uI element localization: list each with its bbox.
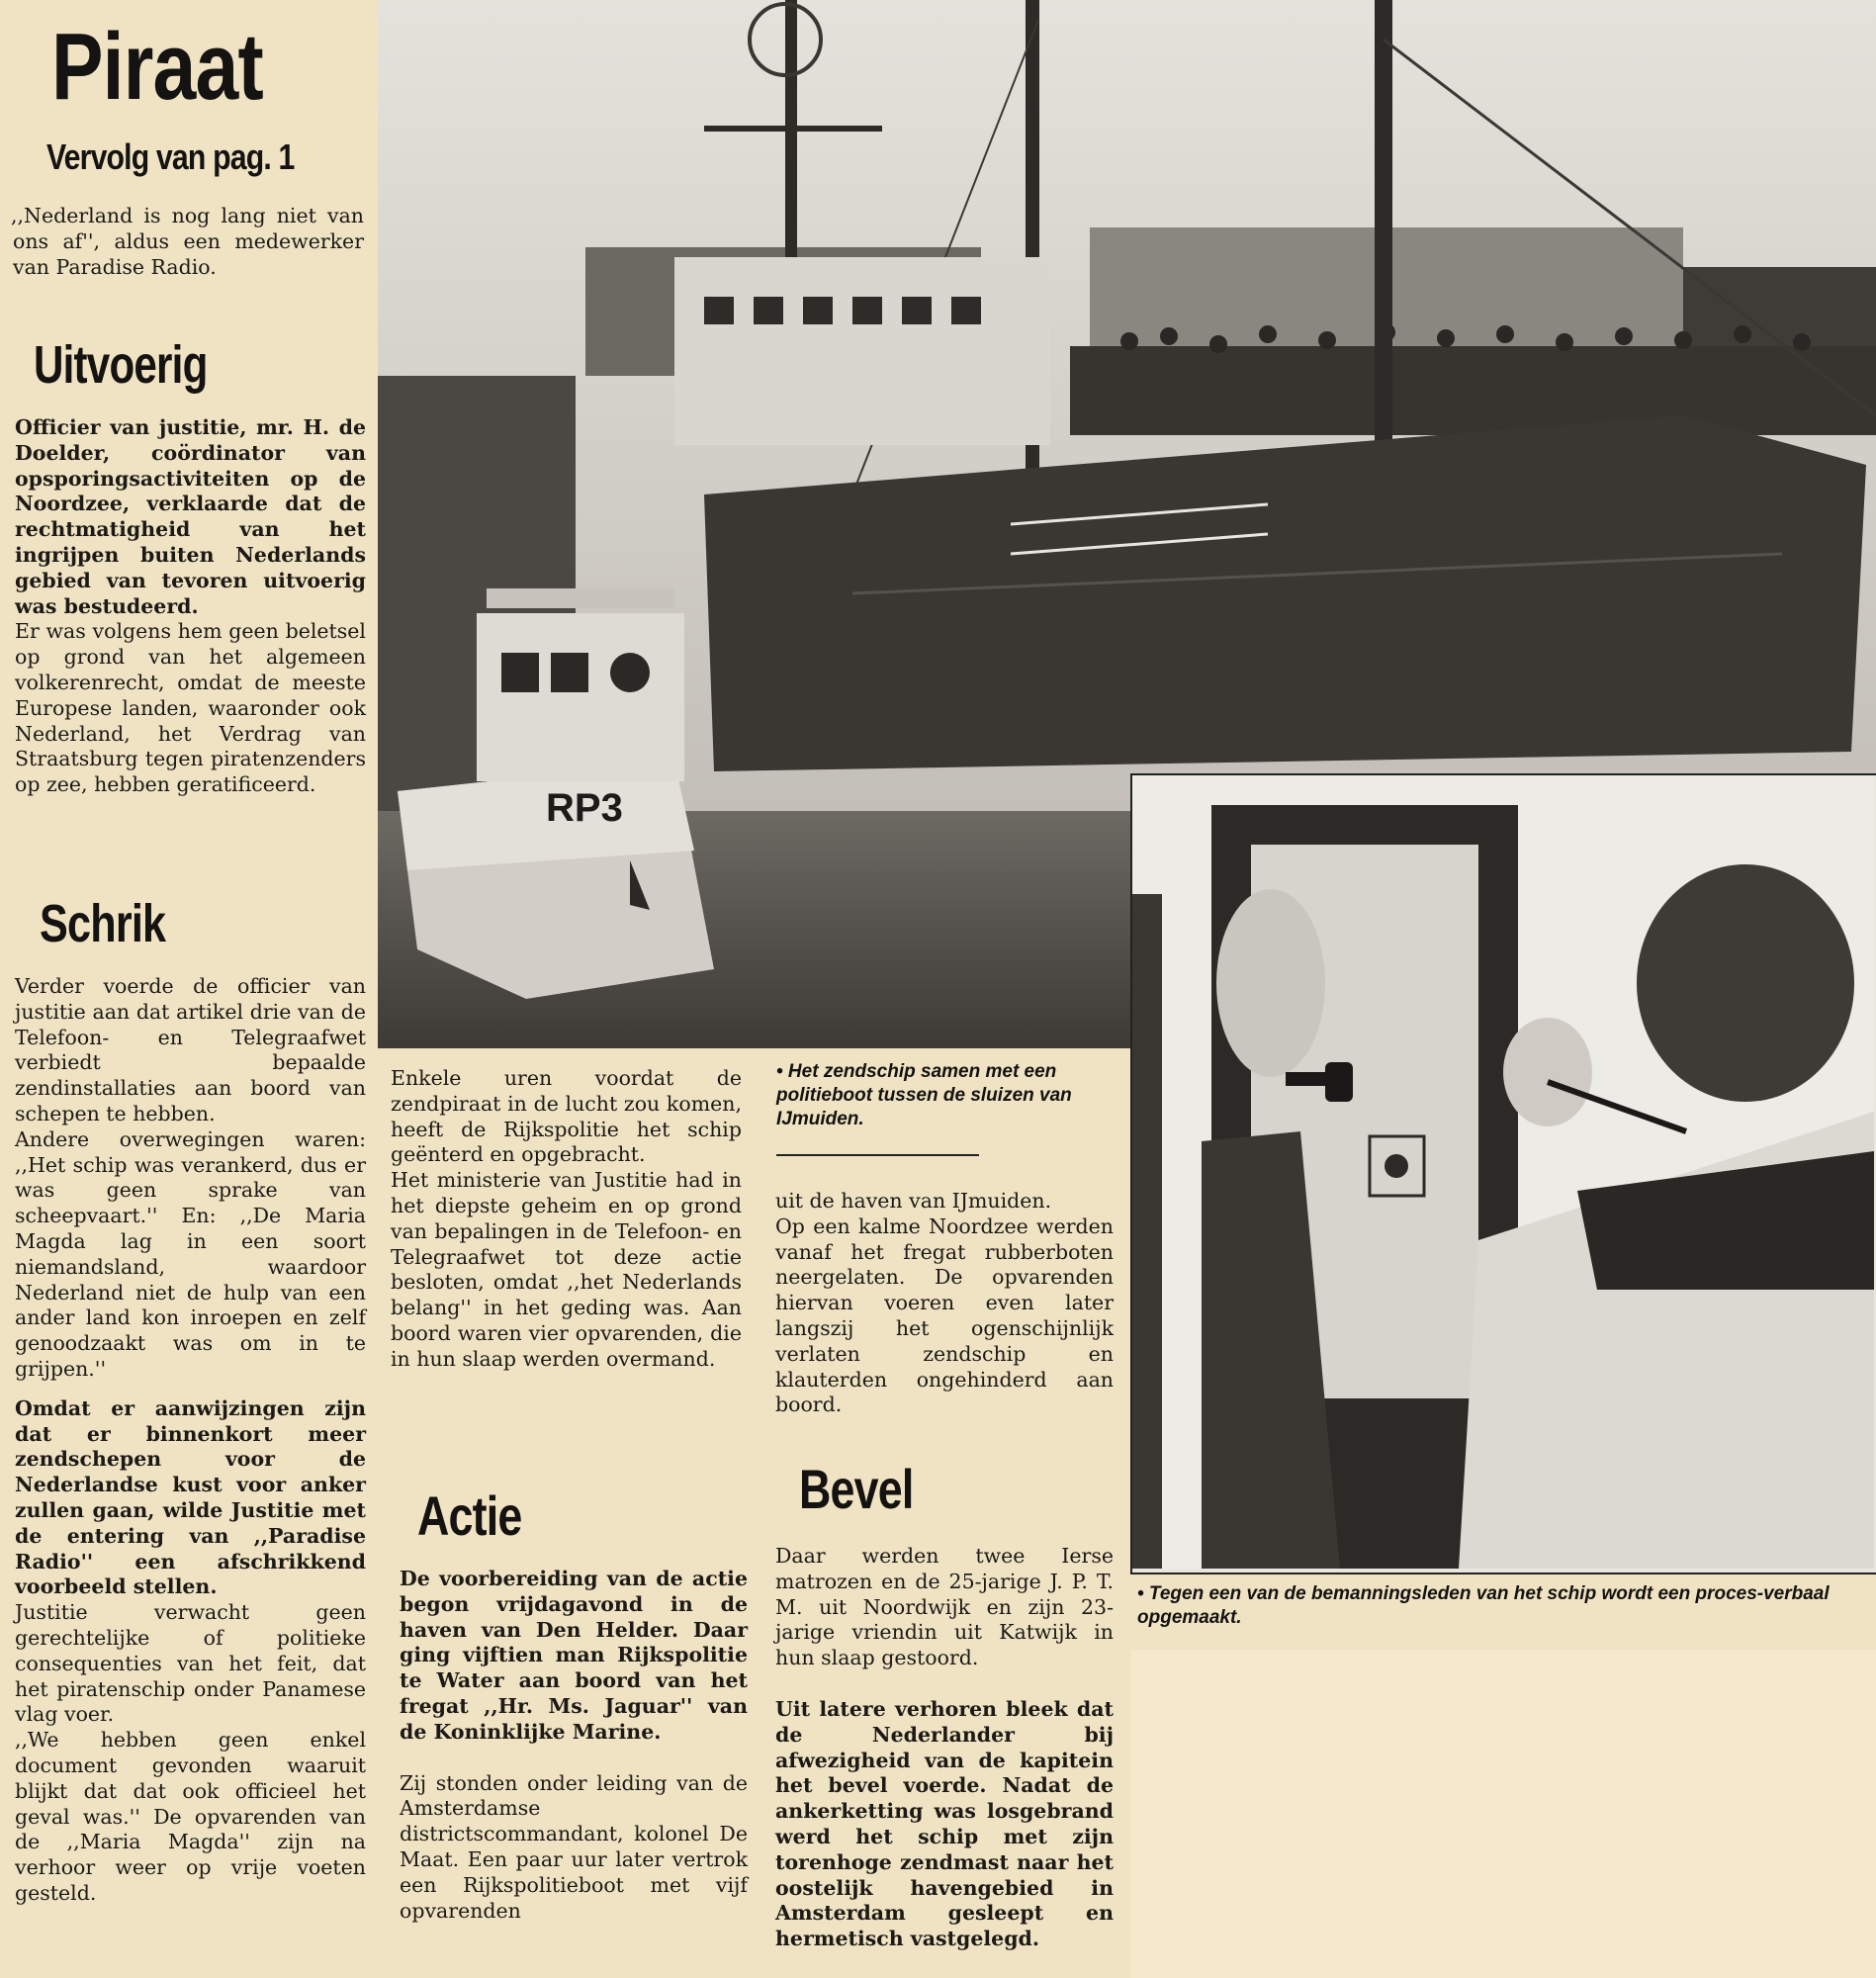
- headline: Piraat: [51, 14, 263, 120]
- actie-paragraph-1: De voorbereiding van de actie begon vrijdagavond in de haven van Den Helder. Daar ging vijftien man Rijkspolitie te Water aan boord van het fregat ,,Hr. Ms. Jaguar'' van de Koninklijke Marine.: [400, 1567, 748, 1744]
- schrik-body: [15, 974, 366, 1907]
- section-heading-bevel: Bevel: [799, 1458, 914, 1520]
- schrik-paragraph-1: Verder voerde de officier van justitie aan dat artikel drie van de Telefoon- en Telegraafwet verbiedt bepaalde zendinstallaties aan boord van schepen te hebben.: [15, 974, 366, 1125]
- actie-paragraph-2: Zij stonden onder leiding van de Amsterdamse districtscommandant, kolonel De Maat. Een paar uur later vertrok een Rijkspolitieboot met vijf opvarenden: [400, 1770, 748, 1923]
- uitvoerig-paragraph-2: Er was volgens hem geen beletsel op grond van het algemeen volkerenrecht, omdat de meeste Europese landen, waaronder ook Nederland, het Verdrag van Straatsburg tegen piratenzenders op zee, hebben geratificeerd.: [15, 619, 366, 797]
- caption-rule: [776, 1154, 979, 1156]
- section-heading-uitvoerig: Uitvoerig: [34, 335, 208, 395]
- ship-photo-caption: • Het zendschip samen met een politieboot tussen de sluizen van IJmuiden.: [776, 1061, 1072, 1129]
- schrik-paragraph-5: ,,We hebben geen enkel document gevonden waaruit blijkt dat dat ook officieel het geval was.'' De opvarenden van de ,,Maria Magda'' zijn na verhoor weer op vrije voeten gesteld.: [15, 1728, 366, 1905]
- boat-hull-label: RP3: [546, 786, 623, 830]
- uitvoerig-paragraph-1: Officier van justitie, mr. H. de Doelder, coördinator van opsporingsactiviteiten op de Noordzee, verklaarde dat de rechtmatigheid van het ingrijpen buiten Nederlands gebied van tevoren uitvoerig was bestudeerd.: [15, 415, 366, 618]
- crew-photo: [1130, 773, 1876, 1574]
- schrik-paragraph-4: Justitie verwacht geen gerechtelijke of politieke consequenties van het feit, dat het piratenschip onder Panamese vlag voer.: [15, 1600, 366, 1727]
- schrik-paragraph-2: Andere overwegingen waren: ,,Het schip was verankerd, dus er was geen sprake van scheepvaart.'' En: ,,De Maria Magda lag in een soort niemandsland, waardoor Nederland niet de hulp van een ander land kon inroepen en zelf genoodzaakt was om in te grijpen.'': [15, 1126, 366, 1381]
- middle-paragraph-2: Het ministerie van Justitie had in het diepste geheim en op grond van bepalingen in de Telefoon- en Telegraafwet tot deze actie besloten, omdat ,,het Nederlands belang'' in het geding was. Aan boord waren vier opvarenden, die in hun slaap werden overmand.: [391, 1168, 742, 1371]
- bevel-body: [775, 1544, 1114, 1952]
- middle-body: [391, 1066, 742, 1373]
- bevel-paragraph-1: Daar werden twee Ierse matrozen en de 25-jarige J. P. T. M. uit Noordwijk en zijn 23-jarige vriendin uit Katwijk in hun slaap gestoord.: [775, 1544, 1114, 1670]
- right-body: [775, 1189, 1114, 1418]
- subhead: Vervolg van pag. 1: [46, 136, 295, 177]
- schrik-paragraph-3: Omdat er aanwijzingen zijn dat er binnenkort meer zendschepen voor de Nederlandse kust voor anker zullen gaan, wilde Justitie met de entering van ,,Paradise Radio'' een afschrikkend voorbeeld stellen.: [15, 1395, 366, 1599]
- blank-paper-area: [1130, 1650, 1876, 1978]
- uitvoerig-body: [15, 415, 366, 798]
- actie-body: [400, 1567, 748, 1924]
- right-paragraph-2: Op een kalme Noordzee werden vanaf het fregat rubberboten neergelaten. De opvarenden hiervan voeren even later langszij het ogenschijnlijk verlaten zendschip en klauterden ongehinderd aan boord.: [775, 1214, 1114, 1417]
- intro-paragraph: [13, 204, 364, 280]
- right-paragraph-1: uit de haven van IJmuiden.: [775, 1189, 1052, 1213]
- section-heading-actie: Actie: [417, 1484, 522, 1547]
- intro-text: ,,Nederland is nog lang niet van ons af'', aldus een medewerker van Paradise Radio.: [11, 204, 364, 279]
- crew-photo-caption: • Tegen een van de bemanningsleden van het schip wordt een proces-verbaal opgemaakt.: [1137, 1583, 1830, 1628]
- section-heading-schrik: Schrik: [40, 894, 166, 953]
- crew-photo-illustration: [1132, 775, 1874, 1569]
- middle-paragraph-1: Enkele uren voordat de zendpiraat in de lucht zou komen, heeft de Rijkspolitie het schip geënterd en opgebracht.: [391, 1066, 742, 1167]
- bevel-paragraph-2: Uit latere verhoren bleek dat de Nederlander bij afwezigheid van de kapitein het bevel voerde. Nadat de ankerketting was losgebrand werd het schip met zijn torenhoge zendmast naar het oostelijk havengebied in Amsterdam gesleept en hermetisch vastgelegd.: [775, 1696, 1114, 1951]
